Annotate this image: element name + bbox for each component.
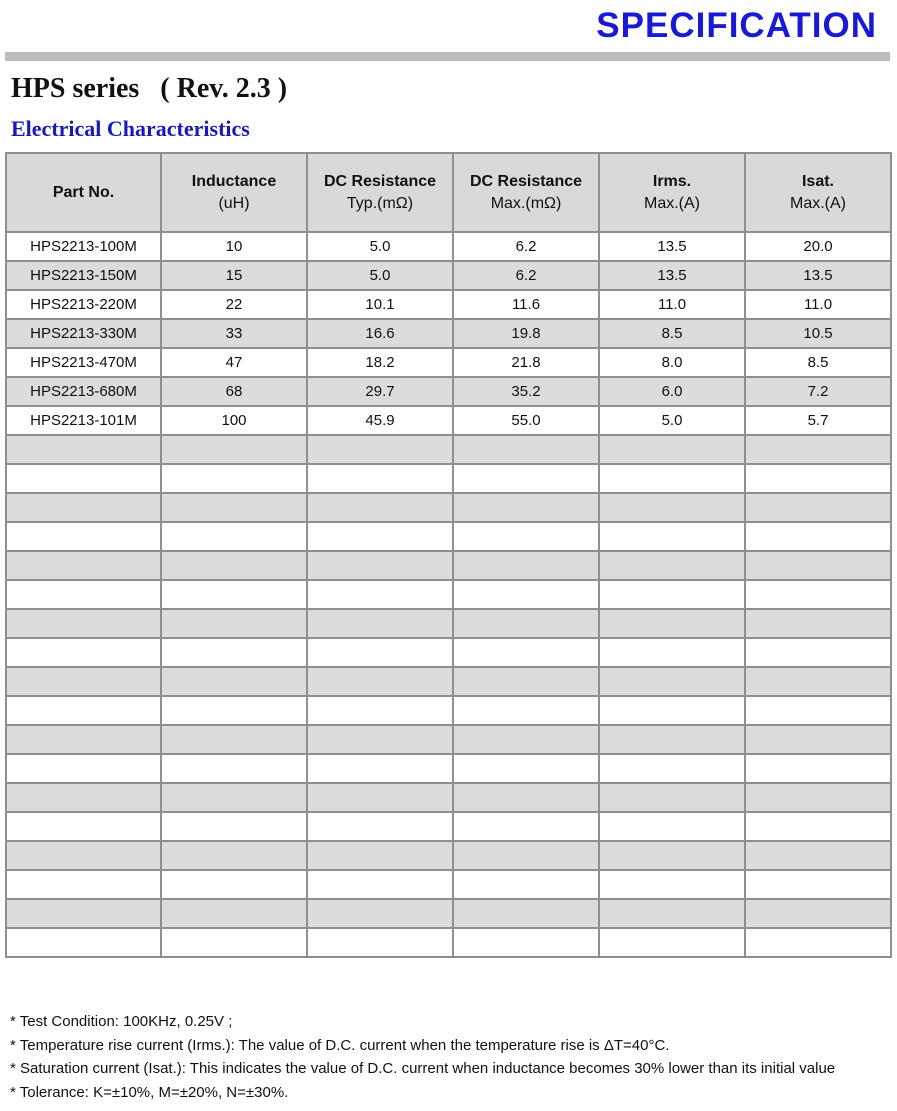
table-cell [745, 783, 891, 812]
table-cell: 5.0 [307, 232, 453, 261]
table-cell [599, 435, 745, 464]
table-row [6, 406, 891, 435]
table-cell: 5.0 [307, 261, 453, 290]
table-cell [307, 667, 453, 696]
table-row-empty [6, 841, 891, 870]
table-cell [307, 580, 453, 609]
table-cell [307, 551, 453, 580]
table-cell [6, 638, 161, 667]
table-cell: 13.5 [745, 261, 891, 290]
table-cell [161, 522, 307, 551]
table-cell [745, 638, 891, 667]
table-cell: 6.0 [599, 377, 745, 406]
table-cell [599, 493, 745, 522]
table-cell [6, 580, 161, 609]
table-cell: 16.6 [307, 319, 453, 348]
table-cell [161, 667, 307, 696]
table-row [6, 232, 891, 261]
table-cell: 20.0 [745, 232, 891, 261]
table-header-row [6, 153, 891, 232]
table-cell [453, 841, 599, 870]
table-cell: 6.2 [453, 232, 599, 261]
column-header-line1: Part No. [52, 183, 115, 201]
table-cell [599, 522, 745, 551]
table-cell: 13.5 [599, 261, 745, 290]
table-cell: 35.2 [453, 377, 599, 406]
table-row-empty [6, 812, 891, 841]
table-cell [453, 667, 599, 696]
notes [10, 1010, 890, 1104]
table-cell: HPS2213-680M [6, 377, 161, 406]
table-cell: 8.5 [599, 319, 745, 348]
section-title: Electrical Characteristics [11, 116, 250, 141]
table-cell: 45.9 [307, 406, 453, 435]
table-cell [745, 696, 891, 725]
column-header-line2: Typ.(mΩ) [346, 194, 414, 212]
table-cell [161, 609, 307, 638]
table-cell [599, 725, 745, 754]
table-cell: 33 [161, 319, 307, 348]
table-cell [599, 812, 745, 841]
table-cell [6, 899, 161, 928]
table-cell [453, 435, 599, 464]
table-body [6, 232, 891, 957]
table-cell [161, 464, 307, 493]
table-cell [6, 725, 161, 754]
table-row-empty [6, 870, 891, 899]
table-cell: 100 [161, 406, 307, 435]
table-cell [599, 609, 745, 638]
table-cell: 5.7 [745, 406, 891, 435]
table-cell: 10.5 [745, 319, 891, 348]
table-cell [599, 696, 745, 725]
note-irms: * Temperature rise current (Irms.): The value of D.C. current when the temperature rise is ΔT=40°C. [10, 1036, 670, 1054]
table-cell: 47 [161, 348, 307, 377]
table-cell: 7.2 [745, 377, 891, 406]
table-cell [161, 551, 307, 580]
table-cell: 29.7 [307, 377, 453, 406]
table-cell [161, 696, 307, 725]
table-row-empty [6, 783, 891, 812]
table-cell [6, 696, 161, 725]
table-cell [745, 522, 891, 551]
table-cell: 6.2 [453, 261, 599, 290]
table-cell: HPS2213-100M [6, 232, 161, 261]
table-cell [6, 551, 161, 580]
table-cell [6, 435, 161, 464]
table-cell: 10 [161, 232, 307, 261]
column-header-dcr-max [453, 153, 599, 232]
table-cell [599, 841, 745, 870]
table-cell [307, 638, 453, 667]
table-cell [745, 928, 891, 957]
table-cell [745, 667, 891, 696]
table-cell: HPS2213-101M [6, 406, 161, 435]
table-cell [6, 928, 161, 957]
table-cell [307, 841, 453, 870]
table-row-empty [6, 580, 891, 609]
table-cell: 13.5 [599, 232, 745, 261]
table-cell: HPS2213-150M [6, 261, 161, 290]
table-cell: 22 [161, 290, 307, 319]
table-cell: 18.2 [307, 348, 453, 377]
table-cell [453, 812, 599, 841]
table-cell [161, 435, 307, 464]
table-cell [161, 928, 307, 957]
table-cell [599, 580, 745, 609]
table-row-empty [6, 493, 891, 522]
table-cell [599, 899, 745, 928]
table-cell [6, 841, 161, 870]
table-cell [6, 667, 161, 696]
table-cell [745, 870, 891, 899]
table-row-empty [6, 696, 891, 725]
table-cell [453, 464, 599, 493]
table-cell [745, 754, 891, 783]
table-cell [745, 812, 891, 841]
table-cell [453, 870, 599, 899]
table-cell [599, 870, 745, 899]
table-row-empty [6, 609, 891, 638]
table-cell [307, 870, 453, 899]
note-isat: * Saturation current (Isat.): This indicates the value of D.C. current when inductance becomes 30% lower than its initial value [10, 1060, 836, 1077]
table-cell [6, 609, 161, 638]
table-cell [161, 638, 307, 667]
table-cell [453, 609, 599, 638]
table-cell [745, 580, 891, 609]
table-row [6, 319, 891, 348]
note-tolerance: * Tolerance: K=±10%, M=±20%, N=±30%. [10, 1083, 289, 1101]
table-cell [745, 609, 891, 638]
table-cell: 11.0 [599, 290, 745, 319]
table-cell [6, 493, 161, 522]
table-cell [161, 725, 307, 754]
table-cell [599, 754, 745, 783]
table-cell [745, 841, 891, 870]
table-cell [161, 812, 307, 841]
table-row-empty [6, 435, 891, 464]
table-cell [453, 493, 599, 522]
table-row-empty [6, 464, 891, 493]
table-cell [161, 899, 307, 928]
column-header-line2: Max.(A) [790, 194, 846, 212]
column-header-line1: Irms. [652, 172, 692, 190]
table-cell [161, 493, 307, 522]
table-cell [161, 783, 307, 812]
table-cell [745, 725, 891, 754]
table-cell [307, 812, 453, 841]
table-cell [745, 899, 891, 928]
table-cell [307, 899, 453, 928]
table-cell: 8.5 [745, 348, 891, 377]
table-cell [599, 667, 745, 696]
table-cell [599, 464, 745, 493]
table-cell [453, 522, 599, 551]
table-cell: 68 [161, 377, 307, 406]
table-cell [745, 493, 891, 522]
title-divider [5, 52, 890, 61]
table-cell: HPS2213-470M [6, 348, 161, 377]
table-cell [745, 464, 891, 493]
table-cell [307, 725, 453, 754]
column-header-line2: Max.(A) [644, 194, 700, 212]
table-cell [307, 435, 453, 464]
table-cell [745, 435, 891, 464]
table-cell [453, 580, 599, 609]
table-row-empty [6, 725, 891, 754]
table-cell [307, 609, 453, 638]
note-test-condition: * Test Condition: 100KHz, 0.25V ; [10, 1013, 233, 1030]
table-cell [161, 580, 307, 609]
column-header-part-no [6, 153, 161, 232]
table-cell: 55.0 [453, 406, 599, 435]
table-row [6, 377, 891, 406]
table-cell [453, 696, 599, 725]
table-row-empty [6, 522, 891, 551]
table-cell [453, 725, 599, 754]
column-header-inductance [161, 153, 307, 232]
table-cell: 11.0 [745, 290, 891, 319]
spec-title: SPECIFICATION [596, 6, 877, 45]
table-cell: 11.6 [453, 290, 599, 319]
table-cell [599, 928, 745, 957]
table-cell [453, 551, 599, 580]
table-cell [307, 493, 453, 522]
table-cell [745, 551, 891, 580]
table-cell: 8.0 [599, 348, 745, 377]
table-cell [6, 870, 161, 899]
table-row-empty [6, 899, 891, 928]
table-cell [307, 754, 453, 783]
column-header-line2: (uH) [218, 194, 250, 212]
table-cell [599, 551, 745, 580]
table-cell [599, 638, 745, 667]
table-cell: HPS2213-220M [6, 290, 161, 319]
table-cell [6, 522, 161, 551]
column-header-line1: DC Resistance [469, 172, 583, 190]
table-cell [453, 928, 599, 957]
table-cell: 5.0 [599, 406, 745, 435]
table-cell [6, 754, 161, 783]
table-cell: 15 [161, 261, 307, 290]
table-cell [453, 783, 599, 812]
table-row-empty [6, 754, 891, 783]
column-header-irms [599, 153, 745, 232]
table-row [6, 290, 891, 319]
table-cell [453, 638, 599, 667]
column-header-line2: Max.(mΩ) [490, 194, 562, 212]
table-cell [307, 522, 453, 551]
table-cell [161, 870, 307, 899]
table-cell: 19.8 [453, 319, 599, 348]
column-header-line1: Isat. [801, 172, 834, 190]
table-row-empty [6, 638, 891, 667]
table-cell [453, 754, 599, 783]
column-header-isat [745, 153, 891, 232]
table-cell: HPS2213-330M [6, 319, 161, 348]
table-cell [6, 812, 161, 841]
series-title: HPS series ( Rev. 2.3 ) [11, 73, 288, 104]
column-header-dcr-typ [307, 153, 453, 232]
table-cell [453, 899, 599, 928]
table-cell [307, 696, 453, 725]
table-cell: 10.1 [307, 290, 453, 319]
column-header-line1: Inductance [191, 172, 277, 190]
table-cell [161, 754, 307, 783]
table-cell [307, 464, 453, 493]
table-row-empty [6, 551, 891, 580]
table-cell [6, 464, 161, 493]
table-cell [307, 928, 453, 957]
table-cell [599, 783, 745, 812]
table-cell [307, 783, 453, 812]
electrical-characteristics-table [5, 152, 892, 958]
table-row [6, 348, 891, 377]
table-row-empty [6, 928, 891, 957]
column-header-line1: DC Resistance [323, 172, 437, 190]
table-row-empty [6, 667, 891, 696]
table-cell [6, 783, 161, 812]
table-cell: 21.8 [453, 348, 599, 377]
table-row [6, 261, 891, 290]
table-cell [161, 841, 307, 870]
